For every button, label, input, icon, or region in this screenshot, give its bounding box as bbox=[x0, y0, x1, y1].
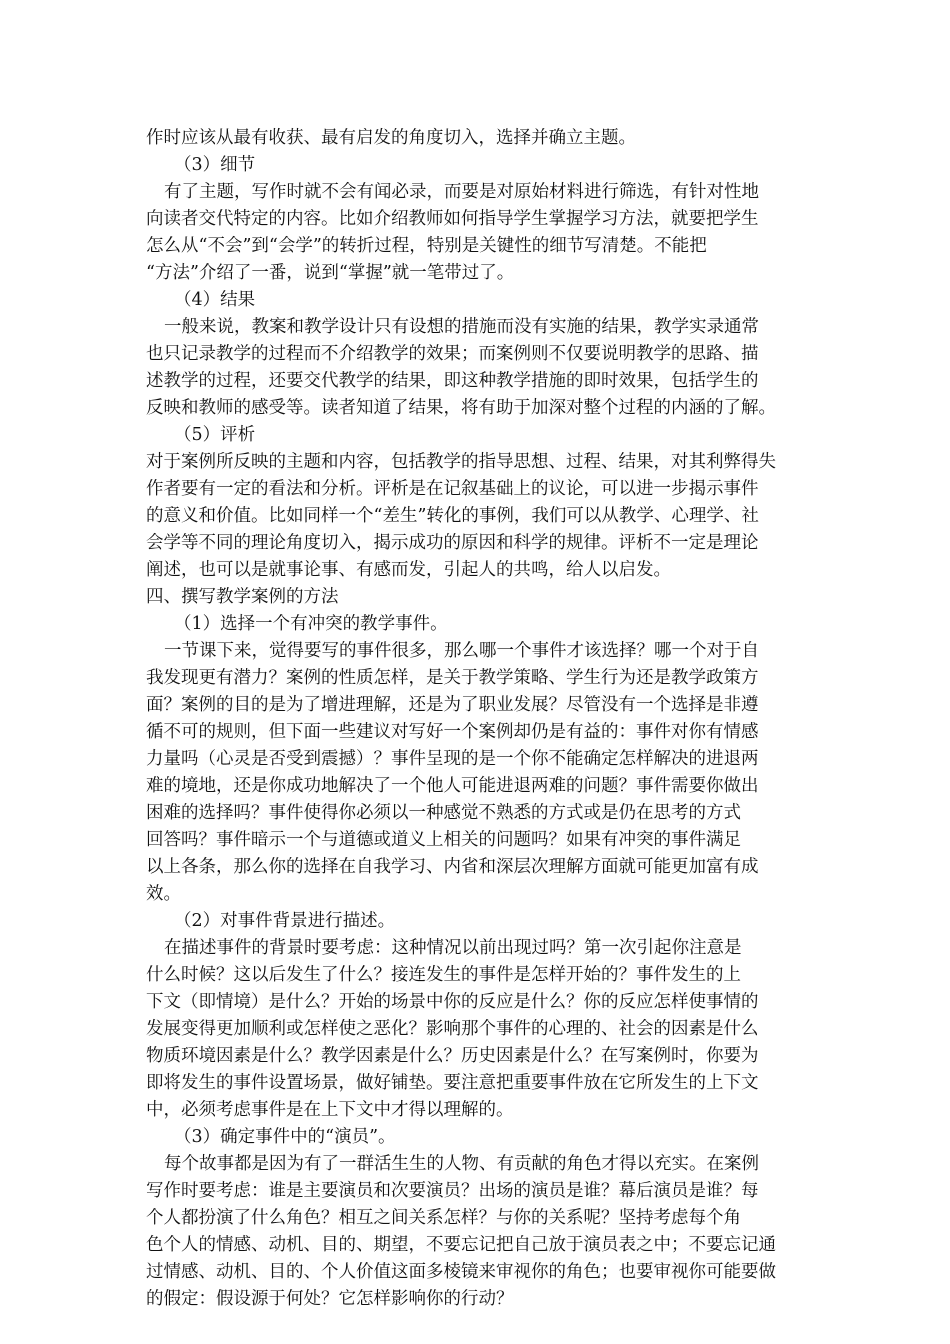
section-heading: （3）细节 bbox=[174, 155, 256, 175]
text-line: 的意义和价值。比如同样一个“差生”转化的事例，我们可以从教学、心理学、社 bbox=[146, 506, 759, 526]
section-heading: （1）选择一个有冲突的教学事件。 bbox=[174, 614, 448, 634]
text-line: 一般来说，教案和教学设计只有设想的措施而没有实施的结果，教学实录通常 bbox=[164, 317, 759, 337]
text-line: “方法”介绍了一番，说到“掌握”就一笔带过了。 bbox=[146, 263, 515, 283]
text-line: 色个人的情感、动机、目的、期望，不要忘记把自己放于演员表之中；不要忘记通 bbox=[146, 1235, 776, 1255]
text-line: 难的境地，还是你成功地解决了一个他人可能进退两难的问题？事件需要你做出 bbox=[146, 776, 759, 796]
text-line: 怎么从“不会”到“会学”的转折过程，特别是关键性的细节写清楚。不能把 bbox=[146, 236, 707, 256]
text-line: 中，必须考虑事件是在上下文中才得以理解的。 bbox=[146, 1100, 514, 1120]
text-line: 对于案例所反映的主题和内容，包括教学的指导思想、过程、结果，对其利弊得失 bbox=[146, 452, 776, 472]
text-line: 个人都扮演了什么角色？相互之间关系怎样？与你的关系呢？坚持考虑每个角 bbox=[146, 1208, 741, 1228]
text-line: 我发现更有潜力？案例的性质怎样，是关于教学策略、学生行为还是教学政策方 bbox=[146, 668, 759, 688]
text-line: 每个故事都是因为有了一群活生生的人物、有贡献的角色才得以充实。在案例 bbox=[164, 1154, 759, 1174]
text-line: 以上各条，那么你的选择在自我学习、内省和深层次理解方面就可能更加富有成 bbox=[146, 857, 759, 877]
text-line: 有了主题，写作时就不会有闻必录，而要是对原始材料进行筛选，有针对性地 bbox=[164, 182, 759, 202]
text-line: 写作时要考虑：谁是主要演员和次要演员？出场的演员是谁？幕后演员是谁？每 bbox=[146, 1181, 759, 1201]
text-line: 即将发生的事件设置场景，做好铺垫。要注意把重要事件放在它所发生的上下文 bbox=[146, 1073, 759, 1093]
text-line: 的假定：假设源于何处？它怎样影响你的行动？ bbox=[146, 1289, 514, 1309]
text-line: 物质环境因素是什么？教学因素是什么？历史因素是什么？在写案例时，你要为 bbox=[146, 1046, 759, 1066]
text-line: 困难的选择吗？事件使得你必须以一种感觉不熟悉的方式或是仍在思考的方式 bbox=[146, 803, 741, 823]
text-line: 述教学的过程，还要交代教学的结果，即这种教学措施的即时效果，包括学生的 bbox=[146, 371, 759, 391]
text-line: 也只记录教学的过程而不介绍教学的效果；而案例则不仅要说明教学的思路、描 bbox=[146, 344, 759, 364]
section-heading: （5）评析 bbox=[174, 425, 256, 445]
text-line: 面？案例的目的是为了增进理解，还是为了职业发展？尽管没有一个选择是非遵 bbox=[146, 695, 759, 715]
text-line: 效。 bbox=[146, 884, 181, 904]
text-line: 过情感、动机、目的、个人价值这面多棱镜来审视你的角色；也要审视你可能要做 bbox=[146, 1262, 776, 1282]
text-line: 会学等不同的理论角度切入，揭示成功的原因和科学的规律。评析不一定是理论 bbox=[146, 533, 759, 553]
text-line: 反映和教师的感受等。读者知道了结果，将有助于加深对整个过程的内涵的了解。 bbox=[146, 398, 776, 418]
text-line: 向读者交代特定的内容。比如介绍教师如何指导学生掌握学习方法，就要把学生 bbox=[146, 209, 759, 229]
text-line: 回答吗？事件暗示一个与道德或道义上相关的问题吗？如果有冲突的事件满足 bbox=[146, 830, 741, 850]
text-line: 阐述，也可以是就事论事、有感而发，引起人的共鸣，给人以启发。 bbox=[146, 560, 671, 580]
section-heading: （3）确定事件中的“演员”。 bbox=[174, 1127, 396, 1147]
text-line: 作者要有一定的看法和分析。评析是在记叙基础上的议论，可以进一步揭示事件 bbox=[146, 479, 759, 499]
text-line: 发展变得更加顺利或怎样使之恶化？影响那个事件的心理的、社会的因素是什么 bbox=[146, 1019, 759, 1039]
text-line: 在描述事件的背景时要考虑：这种情况以前出现过吗？第一次引起你注意是 bbox=[164, 938, 742, 958]
text-line: 下文（即情境）是什么？开始的场景中你的反应是什么？你的反应怎样使事情的 bbox=[146, 992, 759, 1012]
text-line: 循不可的规则，但下面一些建议对写好一个案例却仍是有益的：事件对你有情感 bbox=[146, 722, 759, 742]
section-heading: （2）对事件背景进行描述。 bbox=[174, 911, 396, 931]
text-line: 力量吗（心灵是否受到震撼）？事件呈现的是一个你不能确定怎样解决的进退两 bbox=[146, 749, 759, 769]
text-line: 什么时候？这以后发生了什么？接连发生的事件是怎样开始的？事件发生的上 bbox=[146, 965, 741, 985]
text-line: 作时应该从最有收获、最有启发的角度切入，选择并确立主题。 bbox=[146, 128, 636, 148]
section-heading: （4）结果 bbox=[174, 290, 256, 310]
section-heading: 四、撰写教学案例的方法 bbox=[146, 587, 339, 607]
text-line: 一节课下来，觉得要写的事件很多，那么哪一个事件才该选择？哪一个对于自 bbox=[164, 641, 759, 661]
